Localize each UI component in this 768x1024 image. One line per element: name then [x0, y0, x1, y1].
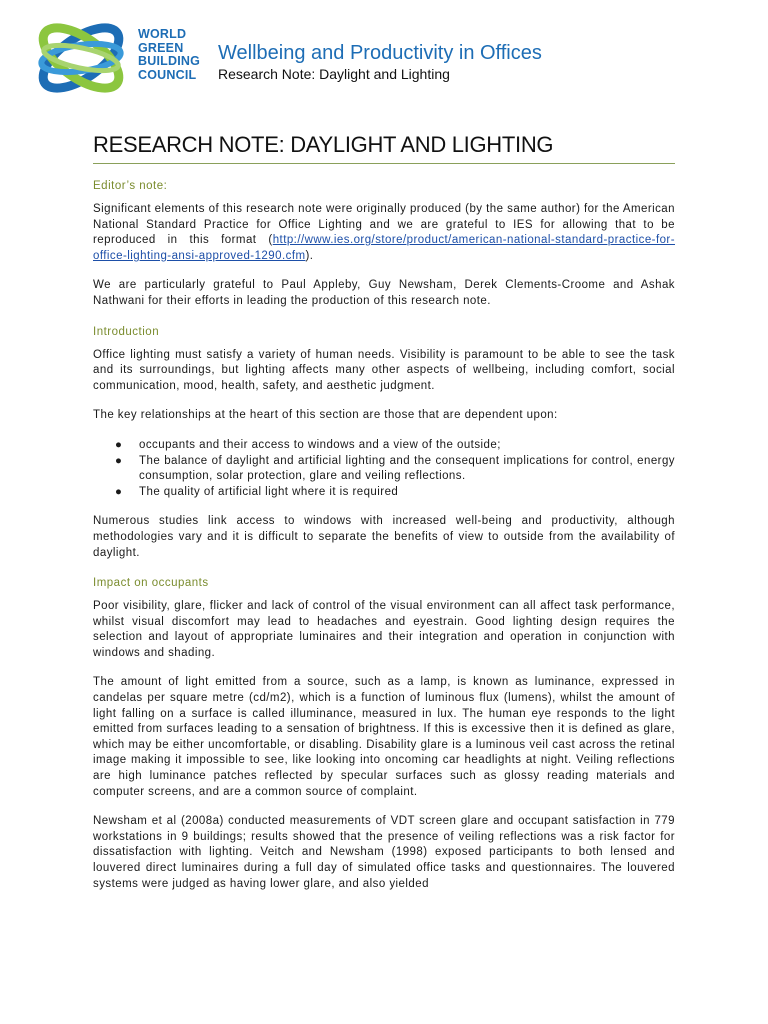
impact-paragraph: Poor visibility, glare, flicker and lack of control of the visual environment can all affect task performance, whilst visual discomfort may lead to headaches and eyestrain. Good lighting design requires the selection and layout of appropriate luminaires and their integration and operation in conjunction with windows and shading. [93, 600, 675, 659]
bullet-icon: ● [115, 454, 123, 467]
impact-heading: Impact on occupants [93, 577, 209, 590]
list-item [93, 454, 675, 485]
key-relationships-list [93, 438, 675, 500]
introduction-paragraph: The key relationships at the heart of this section are those that are dependent upon: [93, 409, 558, 422]
impact-paragraph: The amount of light emitted from a source, such as a lamp, is known as luminance, expressed in candelas per square metre (cd/m2), which is a function of luminous flux (lumens), whilst the amount of light falling on a surface is called illuminance, measured in lux. The human eye responds to the light emitted from surfaces leading to a sensation of brightness. If this is excessive then it is defined as glare, which may be either uncomfortable, or disabling. Disability glare is a luminous veil cast across the retinal image making it impossible to see, like looking into oncoming car headlights at night. Veiling reflections are high luminance patches reflected by specular surfaces such as glossy reading materials and computer screens, and are a common source of complaint. [93, 676, 675, 798]
impact-paragraph: Newsham et al (2008a) conducted measurements of VDT screen glare and occupant satisfaction in 779 workstations in 9 buildings; results showed that the presence of veiling reflections was a risk factor for dissatisfaction with lighting. Veitch and Newsham (1998) exposed participants to both lensed and louvered direct luminaires during a full day of simulated office tasks and questionnaires. The louvered systems were judged as having lower glare, and also yielded [93, 815, 675, 890]
editors-note-paragraph [93, 202, 675, 264]
list-item [93, 438, 675, 454]
document-body [93, 132, 675, 906]
org-name-line: GREEN [138, 40, 184, 55]
org-name-line: WORLD [138, 27, 187, 41]
list-item-text: The quality of artificial light where it is required [139, 485, 399, 498]
editors-note-heading: Editor’s note: [93, 180, 168, 192]
bullet-icon: ● [115, 485, 123, 498]
page-header [30, 14, 730, 104]
ies-store-link[interactable]: http://www.ies.org/store/product/american-national-standard-practice-for-office-lighting-ansi-approved-1290.cfm [93, 234, 675, 262]
header-subtitle: Research Note: Daylight and Lighting [218, 66, 450, 82]
document-title: RESEARCH NOTE: DAYLIGHT AND LIGHTING [93, 132, 675, 164]
list-item-text: The balance of daylight and artificial lighting and the consequent implications for control, energy consumption, solar protection, glare and veiling reflections. [139, 454, 675, 483]
editors-note-text: Significant elements of this research note were originally produced (by the same author) for the American National Standard Practice for Office Lighting and we are grateful to IES for allowing that to be reproduced in this format ( [93, 203, 675, 247]
world-green-building-council-logo-icon [30, 14, 132, 102]
bullet-icon: ● [115, 438, 123, 451]
editors-note-text-end: ). [305, 249, 314, 262]
list-item [93, 485, 675, 501]
introduction-paragraph: Numerous studies link access to windows with increased well-being and productivity, although methodologies vary and it is difficult to separate the benefits of view to outside from the availability of daylight. [93, 515, 675, 559]
header-title: Wellbeing and Productivity in Offices [218, 42, 542, 64]
list-item-text: occupants and their access to windows and a view of the outside; [139, 438, 501, 451]
org-name-line: COUNCIL [138, 67, 197, 82]
org-name-line: BUILDING [138, 54, 201, 68]
org-name [138, 28, 200, 82]
introduction-paragraph: Office lighting must satisfy a variety of human needs. Visibility is paramount to be able to see the task and its surroundings, but lighting affects many other aspects of wellbeing, including comfort, social communication, mood, health, safety, and aesthetic judgment. [93, 348, 675, 392]
introduction-heading: Introduction [93, 325, 160, 338]
acknowledgements-paragraph: We are particularly grateful to Paul Appleby, Guy Newsham, Derek Clements-Croome and Ashak Nathwani for their efforts in leading the production of this research note. [93, 279, 675, 307]
